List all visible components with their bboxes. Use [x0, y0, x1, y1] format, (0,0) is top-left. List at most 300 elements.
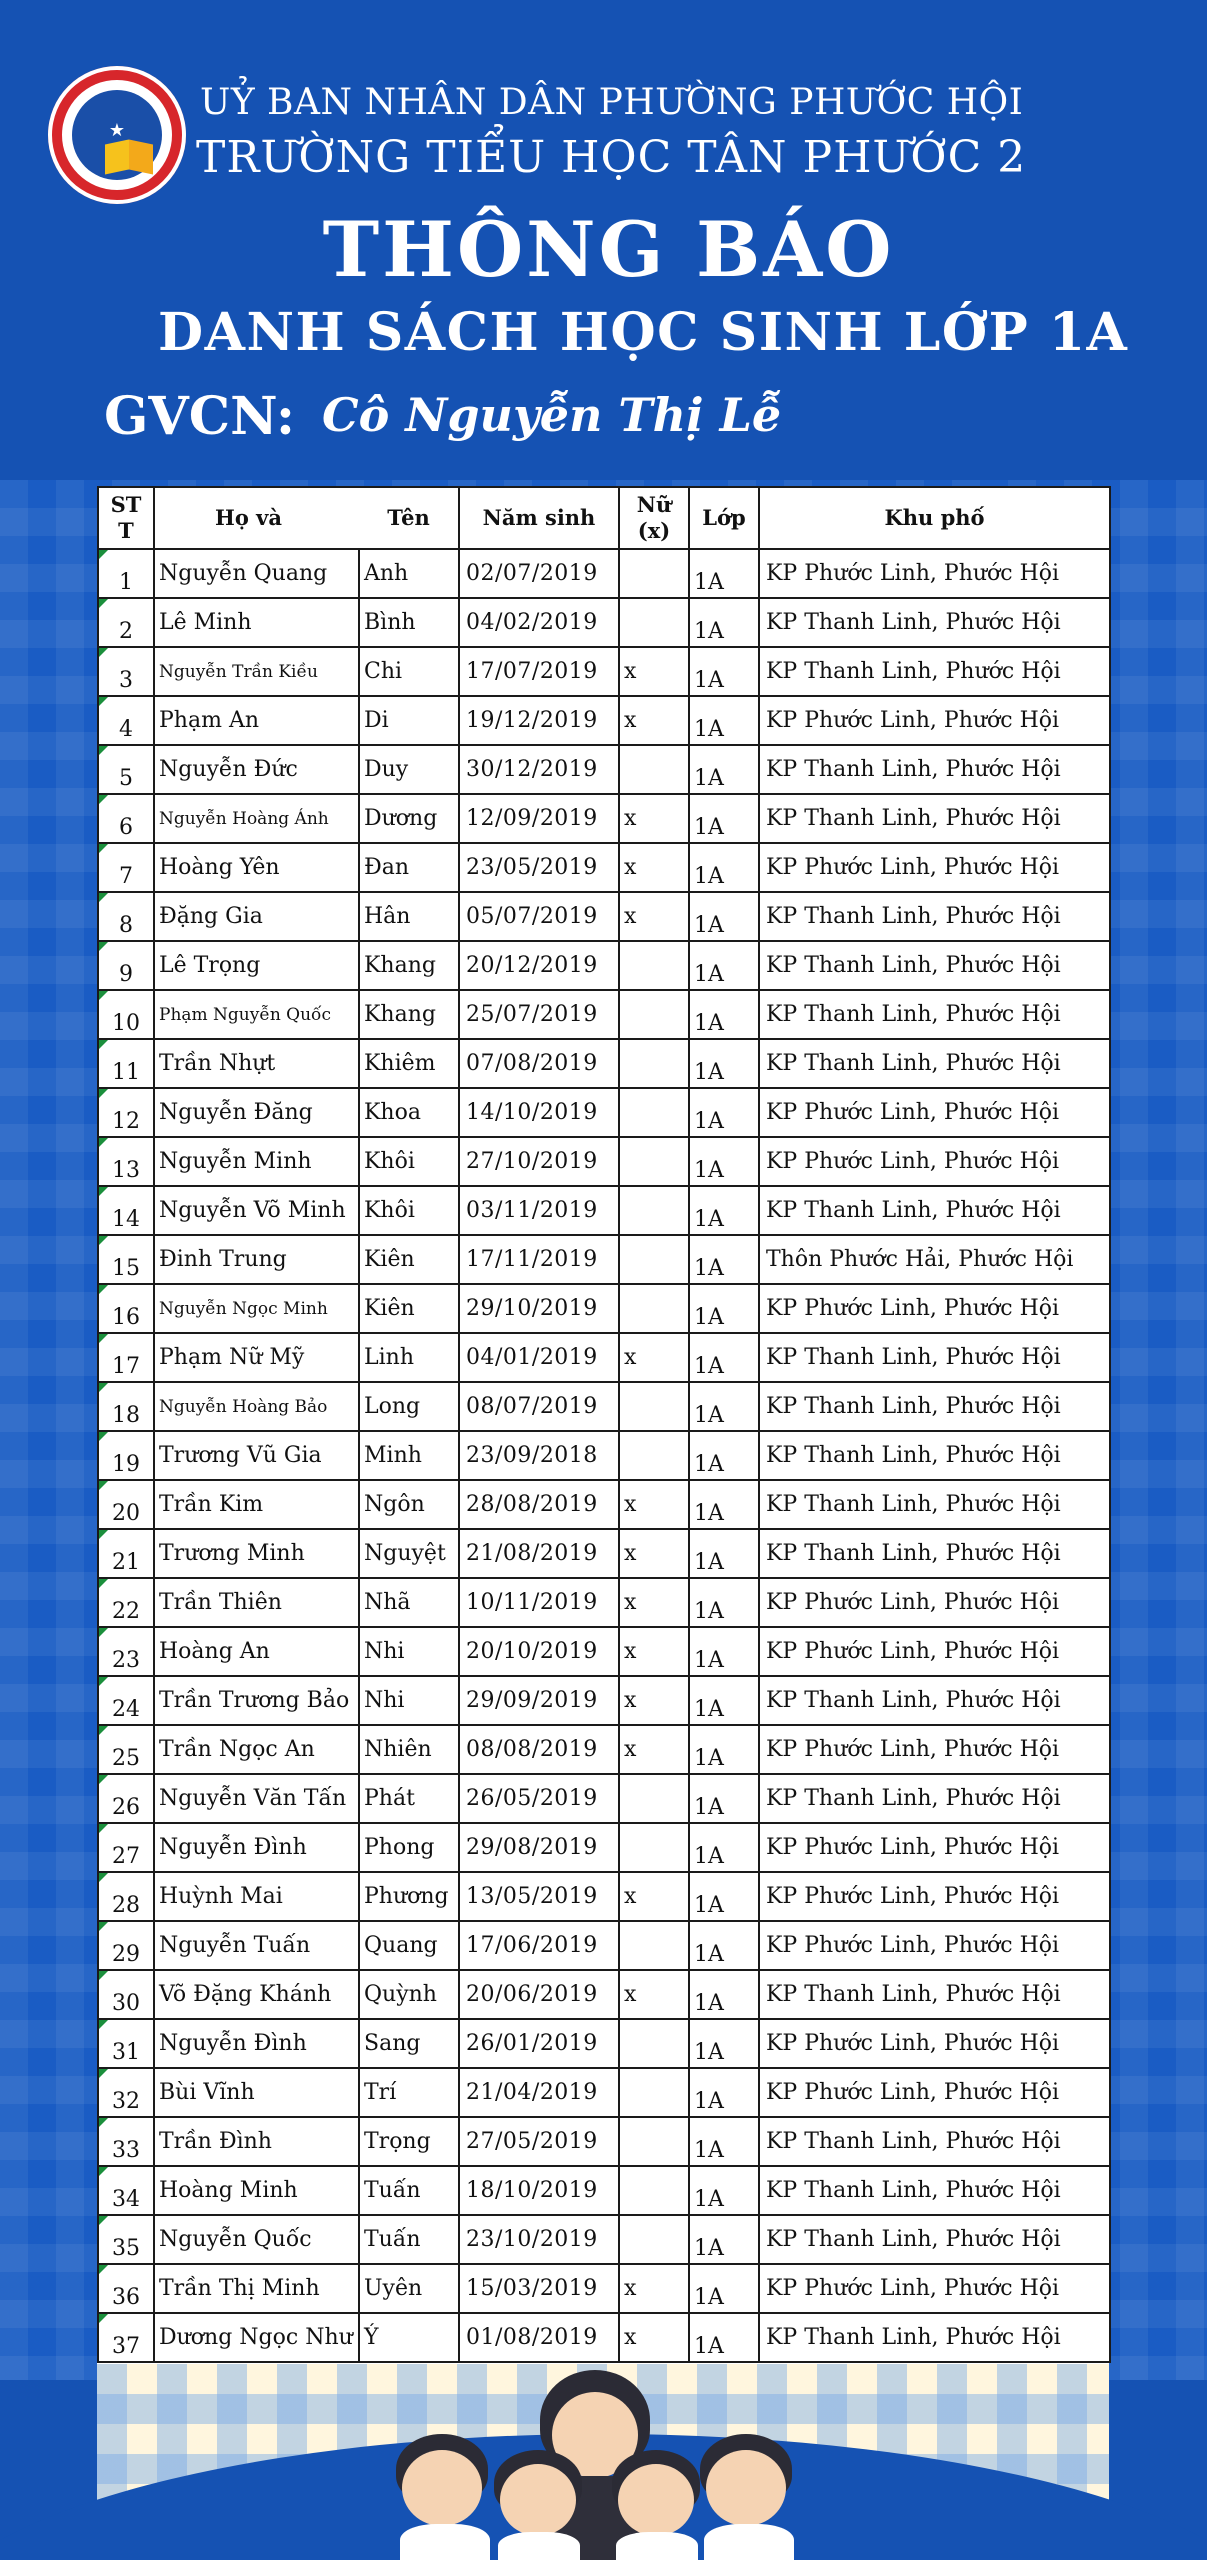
row-lop: 1A [689, 2215, 759, 2264]
row-ten: Duy [359, 745, 459, 794]
row-khu-pho: KP Thanh Linh, Phước Hội [759, 2313, 1110, 2362]
row-khu-pho: KP Thanh Linh, Phước Hội [759, 990, 1110, 1039]
row-nu [619, 549, 689, 598]
table-row [98, 1431, 1110, 1480]
row-khu-pho: KP Thanh Linh, Phước Hội [759, 1529, 1110, 1578]
row-nu [619, 1186, 689, 1235]
row-nam-sinh: 17/07/2019 [459, 647, 619, 696]
row-ten: Linh [359, 1333, 459, 1382]
row-nam-sinh: 30/12/2019 [459, 745, 619, 794]
table-row [98, 2019, 1110, 2068]
row-ho: Nguyễn Hoàng Ánh [154, 794, 359, 843]
row-stt: 31 [98, 2019, 154, 2068]
row-nu [619, 598, 689, 647]
row-nam-sinh: 15/03/2019 [459, 2264, 619, 2313]
row-khu-pho: KP Thanh Linh, Phước Hội [759, 598, 1110, 647]
row-stt: 3 [98, 647, 154, 696]
row-nu: x [619, 1676, 689, 1725]
row-ten: Sang [359, 2019, 459, 2068]
row-lop: 1A [689, 892, 759, 941]
kid-face-icon [706, 2450, 786, 2526]
row-stt: 6 [98, 794, 154, 843]
row-ho: Nguyễn Quang [154, 549, 359, 598]
row-ten: Khiêm [359, 1039, 459, 1088]
row-stt: 21 [98, 1529, 154, 1578]
table-row [98, 1627, 1110, 1676]
row-khu-pho: KP Phước Linh, Phước Hội [759, 549, 1110, 598]
ward-name: UỶ BAN NHÂN DÂN PHƯỜNG PHƯỚC HỘI [200, 82, 1024, 123]
row-lop: 1A [689, 2313, 759, 2362]
table-row [98, 1872, 1110, 1921]
row-stt: 30 [98, 1970, 154, 2019]
row-nu: x [619, 892, 689, 941]
row-nu: x [619, 2264, 689, 2313]
row-lop: 1A [689, 990, 759, 1039]
row-stt: 35 [98, 2215, 154, 2264]
row-ho: Võ Đặng Khánh [154, 1970, 359, 2019]
row-ten: Phát [359, 1774, 459, 1823]
row-nu [619, 2068, 689, 2117]
kid-face-icon [402, 2450, 482, 2526]
row-lop: 1A [689, 2068, 759, 2117]
row-khu-pho: KP Phước Linh, Phước Hội [759, 1088, 1110, 1137]
row-stt: 32 [98, 2068, 154, 2117]
row-nu [619, 2166, 689, 2215]
row-ten: Khôi [359, 1137, 459, 1186]
row-ten: Tuấn [359, 2166, 459, 2215]
row-ho: Phạm Nữ Mỹ [154, 1333, 359, 1382]
table-row [98, 647, 1110, 696]
row-ho: Lê Trọng [154, 941, 359, 990]
row-stt: 26 [98, 1774, 154, 1823]
row-ten: Nhiên [359, 1725, 459, 1774]
row-ho: Nguyễn Tuấn [154, 1921, 359, 1970]
row-lop: 1A [689, 2264, 759, 2313]
row-nam-sinh: 21/04/2019 [459, 2068, 619, 2117]
row-nu: x [619, 1970, 689, 2019]
row-khu-pho: KP Phước Linh, Phước Hội [759, 1578, 1110, 1627]
row-stt: 4 [98, 696, 154, 745]
row-ten: Trí [359, 2068, 459, 2117]
row-stt: 14 [98, 1186, 154, 1235]
row-ho: Trần Trương Bảo [154, 1676, 359, 1725]
page-subtitle: DANH SÁCH HỌC SINH LỚP 1A [158, 302, 1129, 363]
row-nu [619, 941, 689, 990]
row-ten: Khang [359, 941, 459, 990]
row-stt: 5 [98, 745, 154, 794]
row-nam-sinh: 18/10/2019 [459, 2166, 619, 2215]
row-stt: 19 [98, 1431, 154, 1480]
table-row [98, 843, 1110, 892]
row-nam-sinh: 27/05/2019 [459, 2117, 619, 2166]
row-lop: 1A [689, 794, 759, 843]
row-lop: 1A [689, 1872, 759, 1921]
row-ho: Nguyễn Trần Kiều [154, 647, 359, 696]
row-lop: 1A [689, 1970, 759, 2019]
row-ho: Hoàng Minh [154, 2166, 359, 2215]
row-stt: 7 [98, 843, 154, 892]
row-lop: 1A [689, 1186, 759, 1235]
row-khu-pho: KP Phước Linh, Phước Hội [759, 1921, 1110, 1970]
kid-face-icon [618, 2464, 694, 2536]
row-ho: Huỳnh Mai [154, 1872, 359, 1921]
kid-body-icon [616, 2532, 698, 2560]
row-nu: x [619, 1578, 689, 1627]
row-lop: 1A [689, 1529, 759, 1578]
logo-inner: ★ [72, 90, 162, 180]
row-ten: Chi [359, 647, 459, 696]
row-nu [619, 990, 689, 1039]
row-ho: Trần Thiên [154, 1578, 359, 1627]
table-row [98, 1725, 1110, 1774]
row-lop: 1A [689, 2117, 759, 2166]
row-khu-pho: KP Phước Linh, Phước Hội [759, 2019, 1110, 2068]
row-khu-pho: KP Thanh Linh, Phước Hội [759, 1676, 1110, 1725]
row-nu: x [619, 1725, 689, 1774]
row-stt: 23 [98, 1627, 154, 1676]
table-row [98, 1774, 1110, 1823]
row-ho: Trương Minh [154, 1529, 359, 1578]
row-lop: 1A [689, 745, 759, 794]
table-row [98, 1088, 1110, 1137]
header-ho: Họ và [154, 487, 359, 549]
row-khu-pho: KP Thanh Linh, Phước Hội [759, 1186, 1110, 1235]
row-lop: 1A [689, 647, 759, 696]
student-table-container [97, 486, 1109, 2364]
row-lop: 1A [689, 843, 759, 892]
row-lop: 1A [689, 1284, 759, 1333]
table-row [98, 1970, 1110, 2019]
row-ten: Phương [359, 1872, 459, 1921]
row-ho: Nguyễn Võ Minh [154, 1186, 359, 1235]
row-khu-pho: KP Phước Linh, Phước Hội [759, 1823, 1110, 1872]
row-khu-pho: KP Thanh Linh, Phước Hội [759, 2117, 1110, 2166]
row-khu-pho: KP Thanh Linh, Phước Hội [759, 647, 1110, 696]
row-stt: 27 [98, 1823, 154, 1872]
row-nam-sinh: 19/12/2019 [459, 696, 619, 745]
row-nu: x [619, 1627, 689, 1676]
row-lop: 1A [689, 1235, 759, 1284]
row-ten: Kiên [359, 1235, 459, 1284]
row-ten: Nguyệt [359, 1529, 459, 1578]
row-khu-pho: KP Thanh Linh, Phước Hội [759, 1480, 1110, 1529]
row-stt: 2 [98, 598, 154, 647]
table-row [98, 990, 1110, 1039]
table-body [98, 549, 1110, 2362]
row-nam-sinh: 21/08/2019 [459, 1529, 619, 1578]
row-ten: Khôi [359, 1186, 459, 1235]
row-ho: Nguyễn Quốc [154, 2215, 359, 2264]
row-nu: x [619, 1480, 689, 1529]
row-ten: Nhi [359, 1627, 459, 1676]
row-nam-sinh: 25/07/2019 [459, 990, 619, 1039]
row-nam-sinh: 28/08/2019 [459, 1480, 619, 1529]
row-ho: Trần Thị Minh [154, 2264, 359, 2313]
row-ten: Trọng [359, 2117, 459, 2166]
row-nu [619, 1235, 689, 1284]
row-lop: 1A [689, 1137, 759, 1186]
row-stt: 11 [98, 1039, 154, 1088]
row-lop: 1A [689, 1627, 759, 1676]
kid-body-icon [704, 2524, 794, 2560]
row-lop: 1A [689, 941, 759, 990]
row-nam-sinh: 03/11/2019 [459, 1186, 619, 1235]
table-row [98, 1039, 1110, 1088]
row-nam-sinh: 01/08/2019 [459, 2313, 619, 2362]
row-ho: Trần Ngọc An [154, 1725, 359, 1774]
table-row [98, 2068, 1110, 2117]
row-nu [619, 1284, 689, 1333]
row-khu-pho: KP Thanh Linh, Phước Hội [759, 1970, 1110, 2019]
row-nam-sinh: 14/10/2019 [459, 1088, 619, 1137]
row-nam-sinh: 08/08/2019 [459, 1725, 619, 1774]
row-nam-sinh: 04/02/2019 [459, 598, 619, 647]
kid-body-icon [400, 2524, 490, 2560]
row-khu-pho: KP Phước Linh, Phước Hội [759, 2068, 1110, 2117]
row-ten: Khang [359, 990, 459, 1039]
row-ho: Nguyễn Minh [154, 1137, 359, 1186]
row-lop: 1A [689, 1921, 759, 1970]
table-row [98, 745, 1110, 794]
row-nam-sinh: 02/07/2019 [459, 549, 619, 598]
row-stt: 15 [98, 1235, 154, 1284]
row-lop: 1A [689, 1725, 759, 1774]
footer-illustration [0, 2364, 1207, 2560]
row-khu-pho: KP Thanh Linh, Phước Hội [759, 1431, 1110, 1480]
table-row [98, 1480, 1110, 1529]
row-lop: 1A [689, 549, 759, 598]
row-stt: 12 [98, 1088, 154, 1137]
row-ten: Phong [359, 1823, 459, 1872]
row-nam-sinh: 23/09/2018 [459, 1431, 619, 1480]
row-khu-pho: KP Thanh Linh, Phước Hội [759, 745, 1110, 794]
row-nam-sinh: 20/06/2019 [459, 1970, 619, 2019]
row-ten: Đan [359, 843, 459, 892]
row-ten: Long [359, 1382, 459, 1431]
header-nu: Nữ (x) [619, 487, 689, 549]
row-nu [619, 1039, 689, 1088]
row-nam-sinh: 26/05/2019 [459, 1774, 619, 1823]
table-row [98, 941, 1110, 990]
row-stt: 8 [98, 892, 154, 941]
row-khu-pho: KP Thanh Linh, Phước Hội [759, 2215, 1110, 2264]
row-ho: Phạm An [154, 696, 359, 745]
row-nam-sinh: 26/01/2019 [459, 2019, 619, 2068]
row-ho: Hoàng Yên [154, 843, 359, 892]
row-nu: x [619, 1333, 689, 1382]
row-stt: 20 [98, 1480, 154, 1529]
row-nu [619, 1431, 689, 1480]
row-nam-sinh: 17/06/2019 [459, 1921, 619, 1970]
row-nu: x [619, 647, 689, 696]
row-nu [619, 1823, 689, 1872]
table-row [98, 2264, 1110, 2313]
teacher-name: Cô Nguyễn Thị Lễ [322, 388, 782, 442]
row-lop: 1A [689, 598, 759, 647]
row-khu-pho: KP Phước Linh, Phước Hội [759, 1725, 1110, 1774]
row-nam-sinh: 27/10/2019 [459, 1137, 619, 1186]
row-nam-sinh: 05/07/2019 [459, 892, 619, 941]
row-nu: x [619, 1529, 689, 1578]
row-nam-sinh: 29/10/2019 [459, 1284, 619, 1333]
table-row [98, 892, 1110, 941]
row-nam-sinh: 20/12/2019 [459, 941, 619, 990]
row-lop: 1A [689, 1039, 759, 1088]
row-nu [619, 2019, 689, 2068]
table-row [98, 1921, 1110, 1970]
header-stt: ST T [98, 487, 154, 549]
row-ten: Minh [359, 1431, 459, 1480]
row-nu [619, 745, 689, 794]
row-nam-sinh: 20/10/2019 [459, 1627, 619, 1676]
row-ten: Kiên [359, 1284, 459, 1333]
row-khu-pho: KP Thanh Linh, Phước Hội [759, 1382, 1110, 1431]
row-nu [619, 1382, 689, 1431]
row-ten: Nhi [359, 1676, 459, 1725]
row-ho: Nguyễn Đăng [154, 1088, 359, 1137]
table-row [98, 2117, 1110, 2166]
row-ho: Nguyễn Đình [154, 2019, 359, 2068]
row-ten: Nhã [359, 1578, 459, 1627]
row-ten: Bình [359, 598, 459, 647]
row-stt: 1 [98, 549, 154, 598]
row-nam-sinh: 08/07/2019 [459, 1382, 619, 1431]
row-ho: Nguyễn Ngọc Minh [154, 1284, 359, 1333]
row-stt: 13 [98, 1137, 154, 1186]
row-ten: Anh [359, 549, 459, 598]
table-row [98, 1676, 1110, 1725]
student-table [97, 486, 1111, 2363]
row-khu-pho: KP Thanh Linh, Phước Hội [759, 1774, 1110, 1823]
table-row [98, 2215, 1110, 2264]
row-khu-pho: KP Phước Linh, Phước Hội [759, 1627, 1110, 1676]
row-lop: 1A [689, 1431, 759, 1480]
kid-face-icon [500, 2464, 576, 2536]
row-ten: Ngôn [359, 1480, 459, 1529]
table-row [98, 1382, 1110, 1431]
row-khu-pho: KP Thanh Linh, Phước Hội [759, 2166, 1110, 2215]
row-nam-sinh: 29/09/2019 [459, 1676, 619, 1725]
row-ho: Dương Ngọc Như [154, 2313, 359, 2362]
table-row [98, 794, 1110, 843]
row-stt: 36 [98, 2264, 154, 2313]
table-row [98, 1284, 1110, 1333]
row-nam-sinh: 12/09/2019 [459, 794, 619, 843]
row-ten: Di [359, 696, 459, 745]
row-lop: 1A [689, 1382, 759, 1431]
row-lop: 1A [689, 1676, 759, 1725]
row-lop: 1A [689, 1480, 759, 1529]
table-row [98, 2313, 1110, 2362]
table-row [98, 1186, 1110, 1235]
row-khu-pho: KP Thanh Linh, Phước Hội [759, 892, 1110, 941]
table-row [98, 2166, 1110, 2215]
table-header-row [98, 487, 1110, 549]
row-ho: Lê Minh [154, 598, 359, 647]
row-nam-sinh: 13/05/2019 [459, 1872, 619, 1921]
kid-body-icon [498, 2532, 580, 2560]
row-ho: Bùi Vĩnh [154, 2068, 359, 2117]
row-stt: 34 [98, 2166, 154, 2215]
school-name: TRƯỜNG TIỂU HỌC TÂN PHƯỚC 2 [196, 132, 1027, 183]
header-nam-sinh: Năm sinh [459, 487, 619, 549]
row-nam-sinh: 17/11/2019 [459, 1235, 619, 1284]
row-ten: Hân [359, 892, 459, 941]
row-lop: 1A [689, 1823, 759, 1872]
row-khu-pho: KP Phước Linh, Phước Hội [759, 1137, 1110, 1186]
row-ten: Dương [359, 794, 459, 843]
row-nam-sinh: 29/08/2019 [459, 1823, 619, 1872]
row-nu [619, 1774, 689, 1823]
row-nu: x [619, 696, 689, 745]
row-nam-sinh: 23/10/2019 [459, 2215, 619, 2264]
book-icon [105, 139, 129, 174]
row-nam-sinh: 23/05/2019 [459, 843, 619, 892]
row-lop: 1A [689, 1333, 759, 1382]
row-ho: Đặng Gia [154, 892, 359, 941]
row-khu-pho: KP Thanh Linh, Phước Hội [759, 794, 1110, 843]
row-nu: x [619, 843, 689, 892]
table-row [98, 696, 1110, 745]
row-lop: 1A [689, 696, 759, 745]
row-nu: x [619, 1872, 689, 1921]
row-stt: 10 [98, 990, 154, 1039]
row-ho: Nguyễn Đình [154, 1823, 359, 1872]
row-khu-pho: KP Phước Linh, Phước Hội [759, 1872, 1110, 1921]
row-ho: Nguyễn Hoàng Bảo [154, 1382, 359, 1431]
row-nam-sinh: 04/01/2019 [459, 1333, 619, 1382]
header-lop: Lớp [689, 487, 759, 549]
row-ten: Quang [359, 1921, 459, 1970]
row-stt: 25 [98, 1725, 154, 1774]
table-row [98, 1235, 1110, 1284]
row-ten: Tuấn [359, 2215, 459, 2264]
row-ho: Trần Đình [154, 2117, 359, 2166]
row-khu-pho: KP Thanh Linh, Phước Hội [759, 941, 1110, 990]
row-nu [619, 1921, 689, 1970]
row-lop: 1A [689, 1578, 759, 1627]
row-nu [619, 1088, 689, 1137]
row-nu: x [619, 2313, 689, 2362]
page-title: THÔNG BÁO [322, 205, 895, 294]
row-ho: Nguyễn Đức [154, 745, 359, 794]
row-ten: Quỳnh [359, 1970, 459, 2019]
row-stt: 33 [98, 2117, 154, 2166]
header [0, 0, 1207, 480]
row-lop: 1A [689, 1774, 759, 1823]
row-nam-sinh: 10/11/2019 [459, 1578, 619, 1627]
row-lop: 1A [689, 1088, 759, 1137]
row-ho: Trần Nhựt [154, 1039, 359, 1088]
row-lop: 1A [689, 2166, 759, 2215]
header-ten: Tên [359, 487, 459, 549]
row-ho: Đinh Trung [154, 1235, 359, 1284]
row-stt: 29 [98, 1921, 154, 1970]
row-khu-pho: KP Phước Linh, Phước Hội [759, 1284, 1110, 1333]
table-row [98, 1578, 1110, 1627]
table-row [98, 549, 1110, 598]
school-logo-icon [48, 66, 186, 204]
row-ho: Trần Kim [154, 1480, 359, 1529]
table-row [98, 1137, 1110, 1186]
row-nu: x [619, 794, 689, 843]
row-stt: 17 [98, 1333, 154, 1382]
row-stt: 9 [98, 941, 154, 990]
row-ho: Nguyễn Văn Tấn [154, 1774, 359, 1823]
row-ten: Uyên [359, 2264, 459, 2313]
row-khu-pho: KP Thanh Linh, Phước Hội [759, 1039, 1110, 1088]
row-khu-pho: KP Phước Linh, Phước Hội [759, 2264, 1110, 2313]
